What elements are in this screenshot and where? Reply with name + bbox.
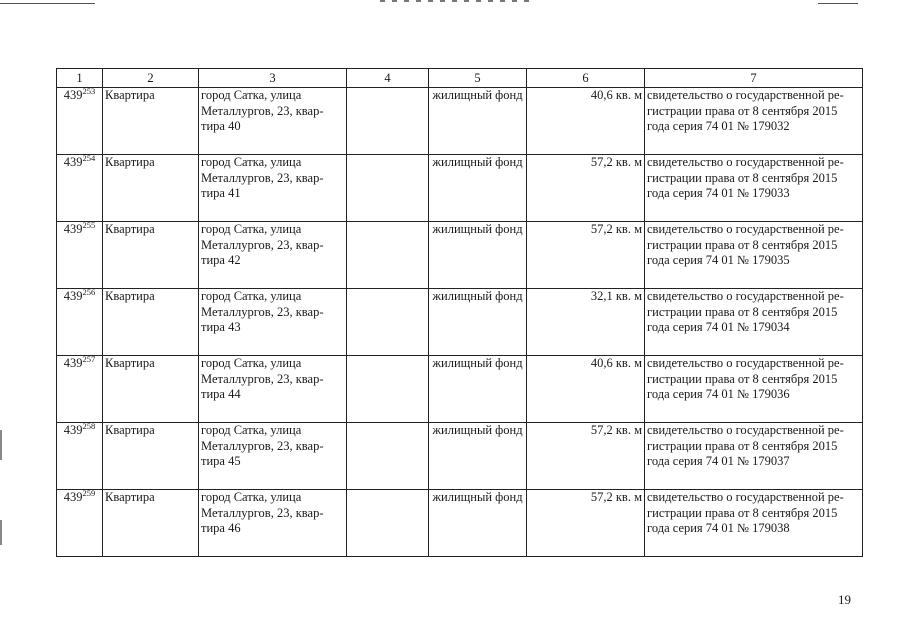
row-number-base: 439 — [63, 155, 83, 169]
property-area: 40,6 кв. м — [527, 88, 645, 155]
property-kind: Квартира — [103, 356, 199, 423]
property-kind: Квартира — [103, 88, 199, 155]
page-number: 19 — [838, 592, 851, 607]
row-number-superscript: 254 — [82, 154, 96, 163]
property-fund: жилищный фонд — [429, 289, 527, 356]
property-kind: Квартира — [103, 490, 199, 557]
scan-artifact — [818, 3, 858, 4]
table-row — [57, 222, 863, 289]
column-number: 2 — [103, 69, 199, 88]
registration-document: свидетельство о государственной ре-гистрации права от 8 сентября 2015 года серия 74 01 № 179036 — [645, 356, 863, 423]
row-number-base: 439 — [63, 222, 83, 236]
row-number-superscript: 255 — [82, 221, 96, 230]
row-number-superscript: 256 — [82, 288, 96, 297]
registration-document: свидетельство о государственной ре-гистрации права от 8 сентября 2015 года серия 74 01 № 179035 — [645, 222, 863, 289]
table-row — [57, 155, 863, 222]
property-area: 57,2 кв. м — [527, 423, 645, 490]
column-number: 1 — [57, 69, 103, 88]
row-number-base: 439 — [63, 88, 83, 102]
property-kind: Квартира — [103, 423, 199, 490]
table-row — [57, 423, 863, 490]
property-kind: Квартира — [103, 222, 199, 289]
property-kind: Квартира — [103, 289, 199, 356]
property-area: 57,2 кв. м — [527, 155, 645, 222]
row-number-base: 439 — [63, 490, 83, 504]
column-number: 4 — [347, 69, 429, 88]
registration-document: свидетельство о государственной ре-гистрации права от 8 сентября 2015 года серия 74 01 № 179034 — [645, 289, 863, 356]
empty-cell — [347, 88, 429, 155]
registration-document: свидетельство о государственной ре-гистрации права от 8 сентября 2015 года серия 74 01 № 179032 — [645, 88, 863, 155]
row-number — [57, 356, 103, 423]
row-number-base: 439 — [63, 423, 83, 437]
column-number-row — [57, 69, 863, 88]
property-area: 57,2 кв. м — [527, 490, 645, 557]
property-area: 40,6 кв. м — [527, 356, 645, 423]
registration-document: свидетельство о государственной ре-гистрации права от 8 сентября 2015 года серия 74 01 № 179038 — [645, 490, 863, 557]
empty-cell — [347, 423, 429, 490]
column-number: 7 — [645, 69, 863, 88]
row-number — [57, 88, 103, 155]
table-row — [57, 88, 863, 155]
property-fund: жилищный фонд — [429, 155, 527, 222]
property-address: город Сатка, улица Металлургов, 23, квар-тира 41 — [199, 155, 347, 222]
property-registry-table — [56, 68, 863, 557]
property-address: город Сатка, улица Металлургов, 23, квар-тира 40 — [199, 88, 347, 155]
property-fund: жилищный фонд — [429, 423, 527, 490]
column-number: 6 — [527, 69, 645, 88]
registration-document: свидетельство о государственной ре-гистрации права от 8 сентября 2015 года серия 74 01 № 179037 — [645, 423, 863, 490]
scan-artifact — [0, 430, 2, 460]
registration-document: свидетельство о государственной ре-гистрации права от 8 сентября 2015 года серия 74 01 № 179033 — [645, 155, 863, 222]
row-number — [57, 423, 103, 490]
scan-artifact — [0, 520, 2, 545]
property-fund: жилищный фонд — [429, 356, 527, 423]
empty-cell — [347, 222, 429, 289]
property-area: 57,2 кв. м — [527, 222, 645, 289]
property-fund: жилищный фонд — [429, 490, 527, 557]
property-area: 32,1 кв. м — [527, 289, 645, 356]
property-fund: жилищный фонд — [429, 88, 527, 155]
column-number: 3 — [199, 69, 347, 88]
table-row — [57, 289, 863, 356]
property-address: город Сатка, улица Металлургов, 23, квар-тира 44 — [199, 356, 347, 423]
row-number-base: 439 — [63, 356, 83, 370]
row-number — [57, 289, 103, 356]
property-address: город Сатка, улица Металлургов, 23, квар-тира 45 — [199, 423, 347, 490]
empty-cell — [347, 289, 429, 356]
property-address: город Сатка, улица Металлургов, 23, квар-тира 46 — [199, 490, 347, 557]
scan-artifact — [0, 3, 95, 4]
property-kind: Квартира — [103, 155, 199, 222]
scan-artifact — [380, 0, 530, 2]
row-number-superscript: 253 — [82, 87, 96, 96]
empty-cell — [347, 155, 429, 222]
row-number — [57, 490, 103, 557]
empty-cell — [347, 356, 429, 423]
property-fund: жилищный фонд — [429, 222, 527, 289]
row-number-superscript: 258 — [82, 422, 96, 431]
table-row — [57, 356, 863, 423]
row-number-superscript: 259 — [82, 489, 96, 498]
property-address: город Сатка, улица Металлургов, 23, квар-тира 42 — [199, 222, 347, 289]
row-number — [57, 155, 103, 222]
column-number: 5 — [429, 69, 527, 88]
table-row — [57, 490, 863, 557]
row-number-superscript: 257 — [82, 355, 96, 364]
property-address: город Сатка, улица Металлургов, 23, квар-тира 43 — [199, 289, 347, 356]
row-number — [57, 222, 103, 289]
empty-cell — [347, 490, 429, 557]
row-number-base: 439 — [63, 289, 83, 303]
